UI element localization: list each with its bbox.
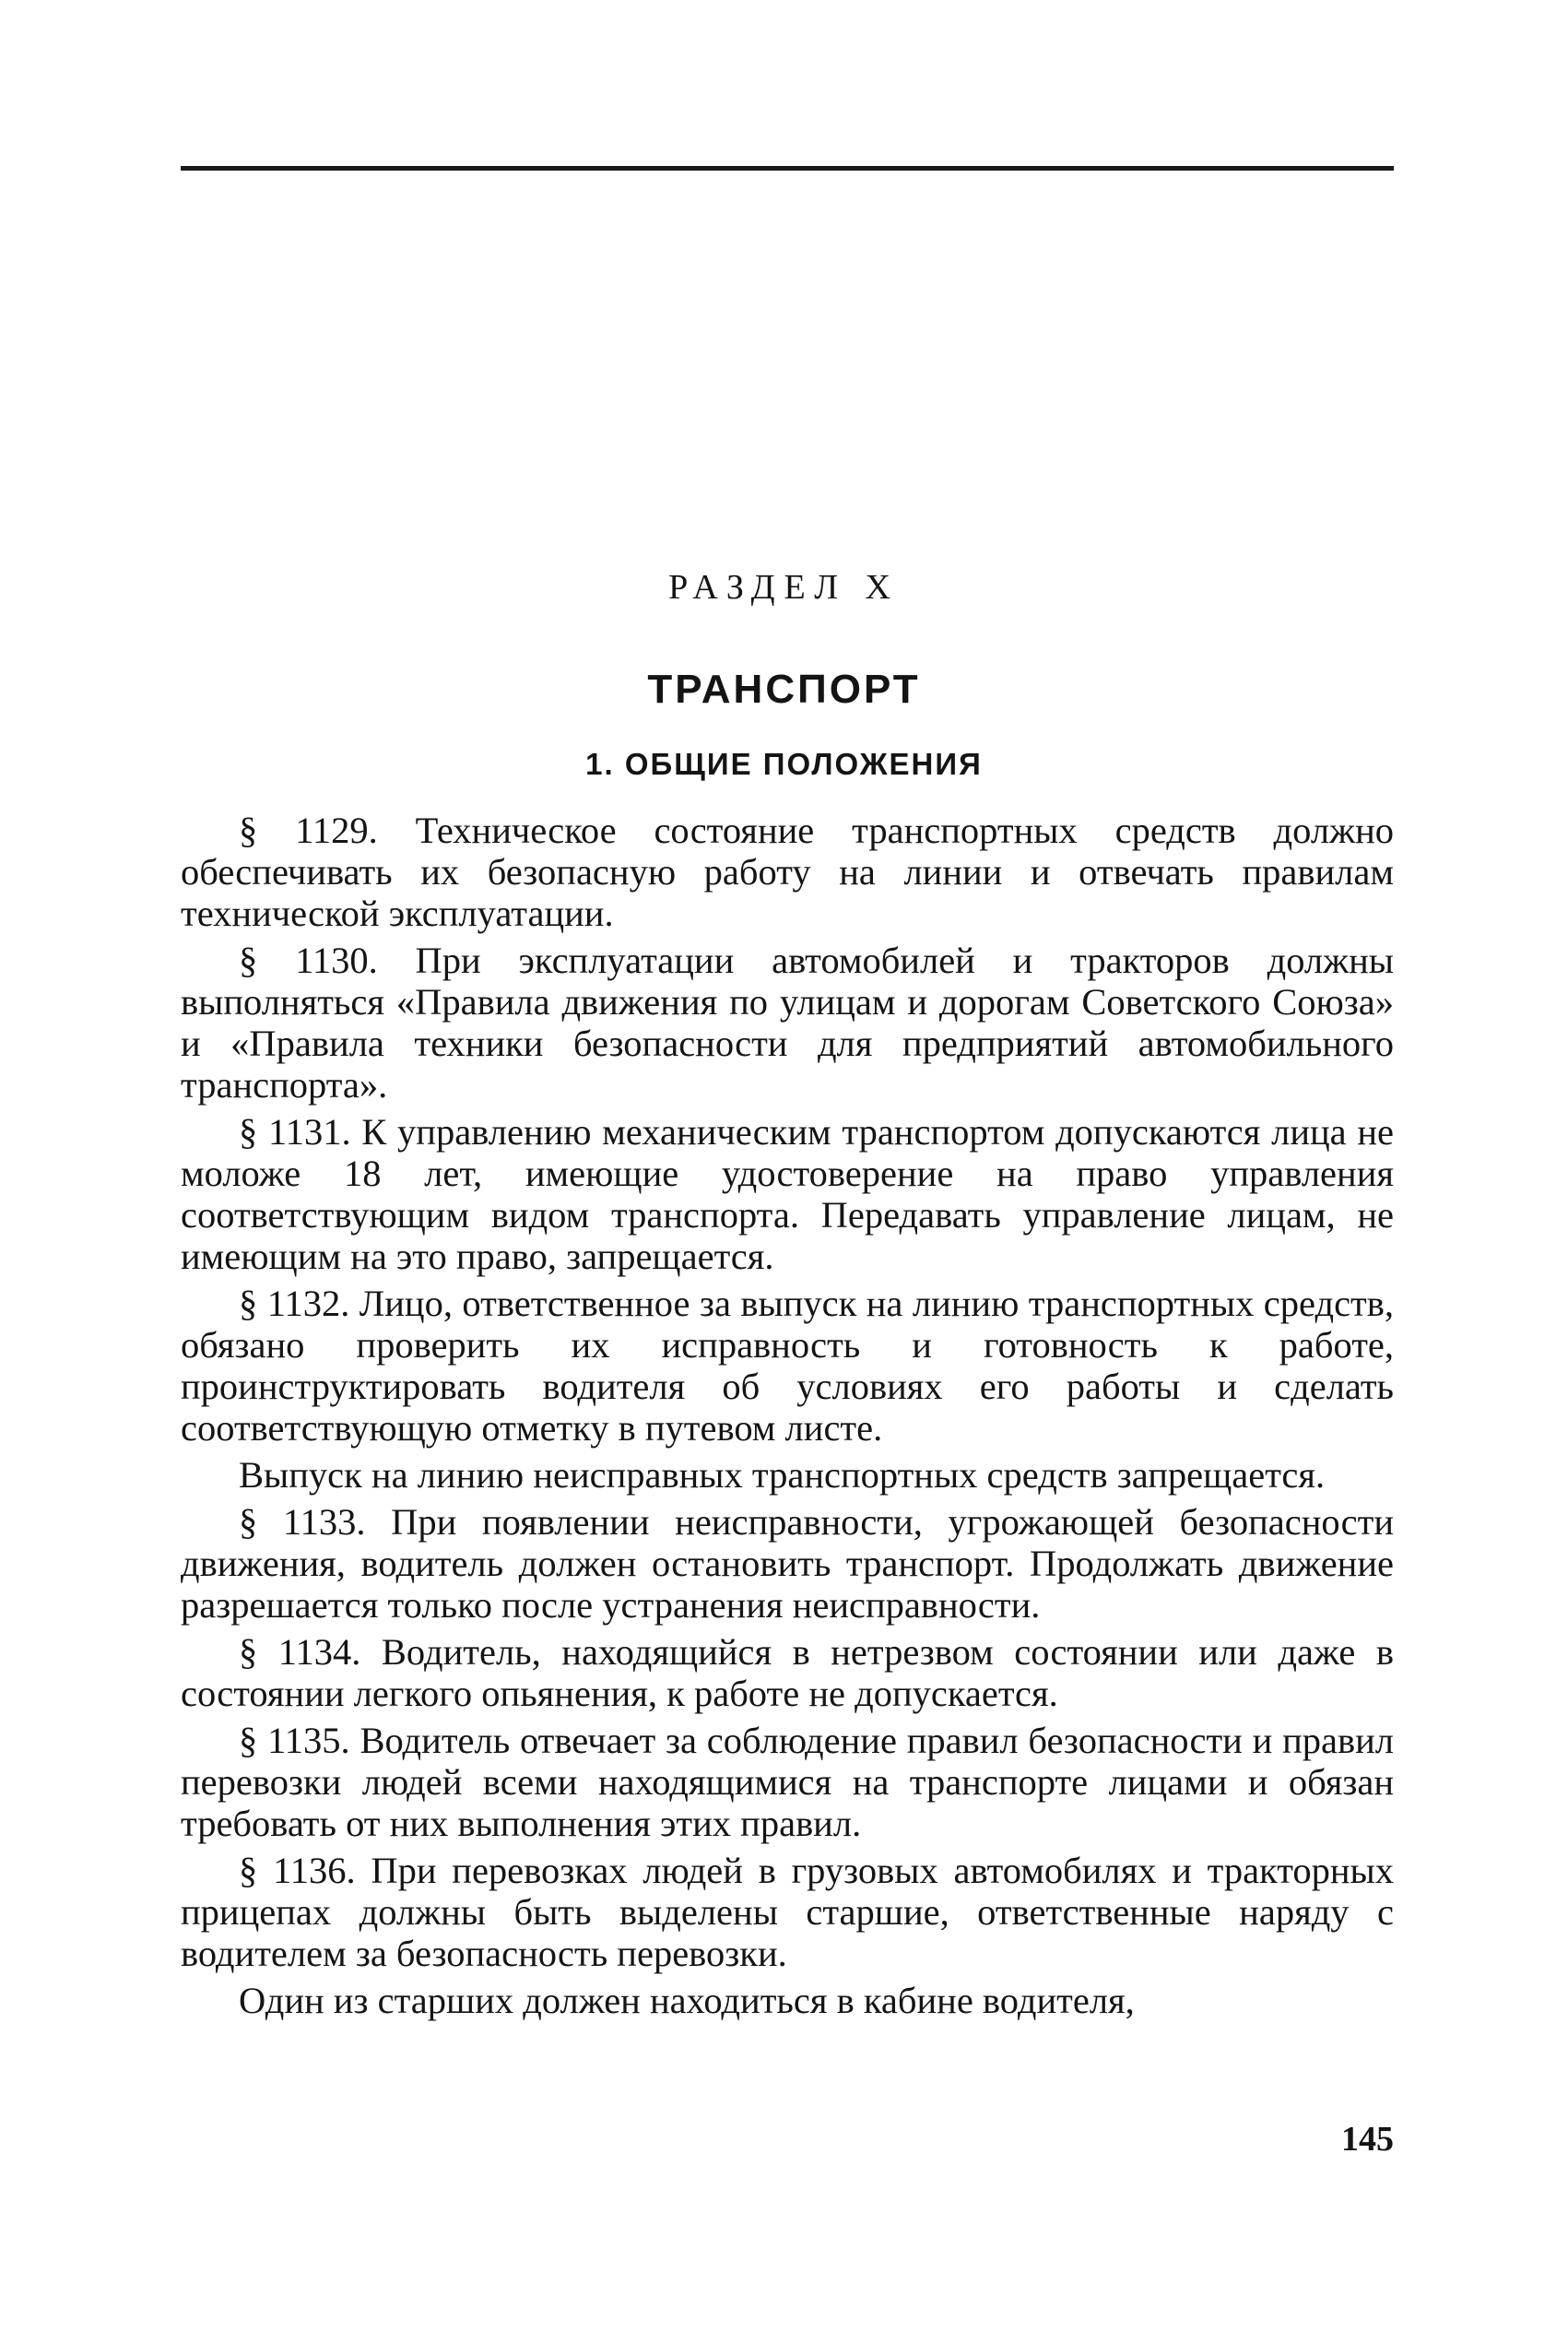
body-text [181,810,1394,2021]
paragraph-1130: § 1130. При эксплуатации автомобилей и тракторов должны выполняться «Правила движения по улицам и дорогам Советского Союза» и «Правила техники безопасности для предприятий автомобильного транспорта». [181,940,1394,1106]
paragraph-1136: § 1136. При перевозках людей в грузовых автомобилях и тракторных прицепах должны быть выделены старшие, ответственные наряду с водителем за безопасность перевозки. [181,1850,1394,1974]
paragraph-1133: § 1133. При появлении неисправности, угрожающей безопасности движения, водитель должен остановить транспорт. Продолжать движение разрешается только после устранения неисправности. [181,1501,1394,1626]
chapter-subtitle: 1. ОБЩИЕ ПОЛОЖЕНИЯ [585,747,983,781]
top-rule [181,166,1394,171]
section-heading: РАЗДЕЛ X [668,568,900,607]
page-title: ТРАНСПОРТ [647,667,921,712]
paragraph-1131: § 1131. К управлению механическим транспортом допускаются лица не моложе 18 лет, имеющие удостоверение на право управления соответствующим видом транспорта. Передавать управление лицам, не имеющим на это право, запрещается. [181,1111,1394,1277]
paragraph-1136-continued: Один из старших должен находиться в кабине водителя, [239,1980,1135,2021]
paragraph-1134: § 1134. Водитель, находящийся в нетрезвом состоянии или даже в состоянии легкого опьянения, к работе не допускается. [181,1631,1394,1714]
paragraph-1132: § 1132. Лицо, ответственное за выпуск на линию транспортных средств, обязано проверить их исправность и готовность к работе, проинструктировать водителя об условиях его работы и сделать соответствующую отметку в путевом листе. [181,1283,1394,1449]
page-number: 145 [1341,2120,1394,2159]
paragraph-1132-continued: Выпуск на линию неисправных транспортных средств запрещается. [239,1454,1326,1496]
paragraph-1135: § 1135. Водитель отвечает за соблюдение правил безопасности и правил перевозки людей всеми находящимися на транспорте лицами и обязан требовать от них выполнения этих правил. [181,1720,1394,1844]
paragraph-1129: § 1129. Техническое состояние транспортных средств должно обеспечивать их безопасную работу на линии и отвечать правилам технической эксплуатации. [181,810,1394,934]
